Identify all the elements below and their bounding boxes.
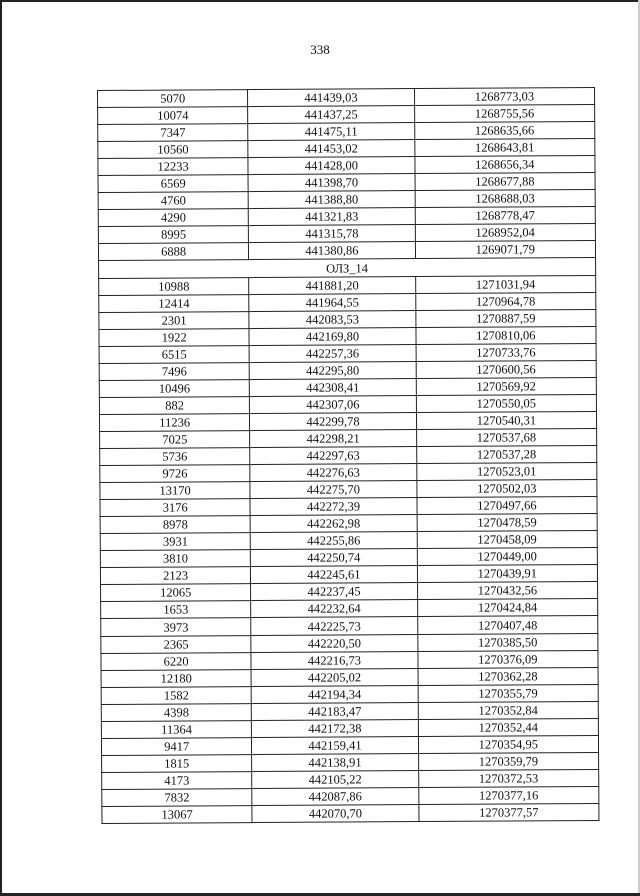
point-number-cell: 4173 [102, 771, 252, 789]
y-coordinate-cell: 1270478,59 [417, 514, 597, 532]
coordinates-table [97, 87, 599, 824]
x-coordinate-cell: 442087,86 [252, 787, 418, 805]
y-coordinate-cell: 1268635,66 [414, 122, 594, 140]
x-coordinate-cell: 442237,45 [251, 583, 417, 601]
x-coordinate-cell: 441453,02 [248, 140, 414, 158]
x-coordinate-cell: 442169,80 [249, 327, 415, 345]
x-coordinate-cell: 442083,53 [249, 310, 415, 328]
point-number-cell: 882 [99, 396, 249, 414]
x-coordinate-cell: 442272,39 [250, 498, 416, 516]
x-coordinate-cell: 442216,73 [251, 651, 417, 669]
point-number-cell: 6569 [98, 175, 248, 193]
point-number-cell: 1815 [102, 754, 252, 772]
y-coordinate-cell: 1270355,79 [418, 684, 598, 702]
point-number-cell: 12065 [101, 584, 251, 602]
point-number-cell: 2301 [99, 311, 249, 329]
y-coordinate-cell: 1270432,56 [417, 582, 597, 600]
x-coordinate-cell: 442250,74 [251, 549, 417, 567]
y-coordinate-cell: 1268688,03 [415, 190, 595, 208]
point-number-cell: 13170 [100, 482, 250, 500]
y-coordinate-cell: 1270887,59 [416, 309, 596, 327]
point-number-cell: 3973 [101, 618, 251, 636]
point-number-cell: 7025 [100, 431, 250, 449]
point-number-cell: 10496 [99, 379, 249, 397]
x-coordinate-cell: 442295,80 [249, 361, 415, 379]
point-number-cell: 9726 [100, 465, 250, 483]
y-coordinate-cell: 1270458,09 [417, 531, 597, 549]
y-coordinate-cell: 1270600,56 [416, 360, 596, 378]
point-number-cell: 3176 [100, 499, 250, 517]
x-coordinate-cell: 441475,11 [248, 123, 414, 141]
y-coordinate-cell: 1270439,91 [417, 565, 597, 583]
point-number-cell: 11236 [99, 413, 249, 431]
y-coordinate-cell: 1270354,95 [418, 735, 598, 753]
point-number-cell: 4398 [101, 703, 251, 721]
y-coordinate-cell: 1271031,94 [415, 275, 595, 293]
point-number-cell: 1582 [101, 686, 251, 704]
y-coordinate-cell: 1268643,81 [414, 139, 594, 157]
point-number-cell: 8978 [100, 516, 250, 534]
y-coordinate-cell: 1270359,79 [418, 752, 598, 770]
point-number-cell: 12233 [98, 158, 248, 176]
y-coordinate-cell: 1269071,79 [415, 241, 595, 259]
x-coordinate-cell: 442159,41 [252, 736, 418, 754]
x-coordinate-cell: 442225,73 [251, 617, 417, 635]
point-number-cell: 5736 [100, 448, 250, 466]
x-coordinate-cell: 442257,36 [249, 344, 415, 362]
point-number-cell: 3810 [100, 550, 250, 568]
point-number-cell: 6515 [99, 345, 249, 363]
y-coordinate-cell: 1270362,28 [418, 667, 598, 685]
x-coordinate-cell: 442276,63 [250, 464, 416, 482]
y-coordinate-cell: 1270376,09 [418, 650, 598, 668]
x-coordinate-cell: 441380,86 [249, 242, 415, 260]
y-coordinate-cell: 1268755,56 [414, 105, 594, 123]
x-coordinate-cell: 441881,20 [249, 276, 415, 294]
y-coordinate-cell: 1270540,31 [416, 411, 596, 429]
x-coordinate-cell: 442172,38 [252, 719, 418, 737]
x-coordinate-cell: 442194,34 [251, 685, 417, 703]
y-coordinate-cell: 1268656,34 [415, 156, 595, 174]
x-coordinate-cell: 442275,70 [250, 481, 416, 499]
y-coordinate-cell: 1270523,01 [416, 462, 596, 480]
x-coordinate-cell: 442138,91 [252, 753, 418, 771]
x-coordinate-cell: 441398,70 [248, 174, 414, 192]
x-coordinate-cell: 442245,61 [251, 566, 417, 584]
point-number-cell: 9417 [101, 737, 251, 755]
y-coordinate-cell: 1270449,00 [417, 548, 597, 566]
x-coordinate-cell: 442105,22 [252, 770, 418, 788]
y-coordinate-cell: 1270424,84 [417, 599, 597, 617]
point-number-cell: 11364 [101, 720, 251, 738]
y-coordinate-cell: 1270372,53 [418, 769, 598, 787]
point-number-cell: 10988 [99, 277, 249, 295]
x-coordinate-cell: 442220,50 [251, 634, 417, 652]
point-number-cell: 1653 [101, 601, 251, 619]
point-number-cell: 2365 [101, 635, 251, 653]
y-coordinate-cell: 1270537,28 [416, 445, 596, 463]
table-row [102, 803, 599, 823]
x-coordinate-cell: 441439,03 [248, 89, 414, 107]
y-coordinate-cell: 1270352,44 [418, 718, 598, 736]
x-coordinate-cell: 442299,78 [250, 412, 416, 430]
point-number-cell: 10074 [98, 107, 248, 125]
point-number-cell: 7832 [102, 788, 252, 806]
x-coordinate-cell: 442255,86 [251, 532, 417, 550]
point-number-cell: 2123 [100, 567, 250, 585]
y-coordinate-cell: 1270377,57 [419, 803, 599, 821]
y-coordinate-cell: 1268952,04 [415, 224, 595, 242]
page-number: 338 [310, 42, 330, 57]
y-coordinate-cell: 1268778,47 [415, 207, 595, 225]
y-coordinate-cell: 1270502,03 [417, 480, 597, 498]
point-number-cell: 13067 [102, 806, 252, 824]
point-number-cell: 1922 [99, 328, 249, 346]
x-coordinate-cell: 442070,70 [252, 805, 418, 823]
y-coordinate-cell: 1270537,68 [416, 428, 596, 446]
x-coordinate-cell: 442262,98 [250, 515, 416, 533]
point-number-cell: 12414 [99, 294, 249, 312]
y-coordinate-cell: 1270810,06 [416, 326, 596, 344]
y-coordinate-cell: 1270733,76 [416, 343, 596, 361]
y-coordinate-cell: 1270385,50 [417, 633, 597, 651]
x-coordinate-cell: 441964,55 [249, 293, 415, 311]
point-number-cell: 4290 [98, 209, 248, 227]
y-coordinate-cell: 1270569,92 [416, 377, 596, 395]
y-coordinate-cell: 1270550,05 [416, 394, 596, 412]
y-coordinate-cell: 1270407,48 [417, 616, 597, 634]
x-coordinate-cell: 441437,25 [248, 106, 414, 124]
point-number-cell: 4760 [98, 192, 248, 210]
x-coordinate-cell: 442298,21 [250, 429, 416, 447]
y-coordinate-cell: 1268677,88 [415, 173, 595, 191]
x-coordinate-cell: 441315,78 [249, 225, 415, 243]
x-coordinate-cell: 442308,41 [250, 378, 416, 396]
point-number-cell: 6220 [101, 652, 251, 670]
point-number-cell: 6888 [98, 243, 248, 261]
y-coordinate-cell: 1270377,16 [418, 786, 598, 804]
section-label: ОЛЗ_14 [99, 258, 596, 278]
point-number-cell: 10560 [98, 141, 248, 159]
point-number-cell: 3931 [100, 533, 250, 551]
x-coordinate-cell: 442297,63 [250, 447, 416, 465]
coordinates-table-body-a [98, 87, 596, 261]
x-coordinate-cell: 442183,47 [252, 702, 418, 720]
x-coordinate-cell: 442205,02 [251, 668, 417, 686]
x-coordinate-cell: 442232,64 [251, 600, 417, 618]
x-coordinate-cell: 441321,83 [249, 208, 415, 226]
point-number-cell: 8995 [98, 226, 248, 244]
x-coordinate-cell: 442307,06 [250, 395, 416, 413]
point-number-cell: 12180 [101, 669, 251, 687]
y-coordinate-cell: 1270964,78 [415, 292, 595, 310]
coordinates-table-body-b [99, 275, 599, 824]
x-coordinate-cell: 441428,00 [248, 157, 414, 175]
y-coordinate-cell: 1270352,84 [418, 701, 598, 719]
x-coordinate-cell: 441388,80 [248, 191, 414, 209]
point-number-cell: 7496 [99, 362, 249, 380]
y-coordinate-cell: 1270497,66 [417, 497, 597, 515]
point-number-cell: 7347 [98, 124, 248, 142]
y-coordinate-cell: 1268773,03 [414, 87, 594, 105]
point-number-cell: 5070 [98, 90, 248, 108]
